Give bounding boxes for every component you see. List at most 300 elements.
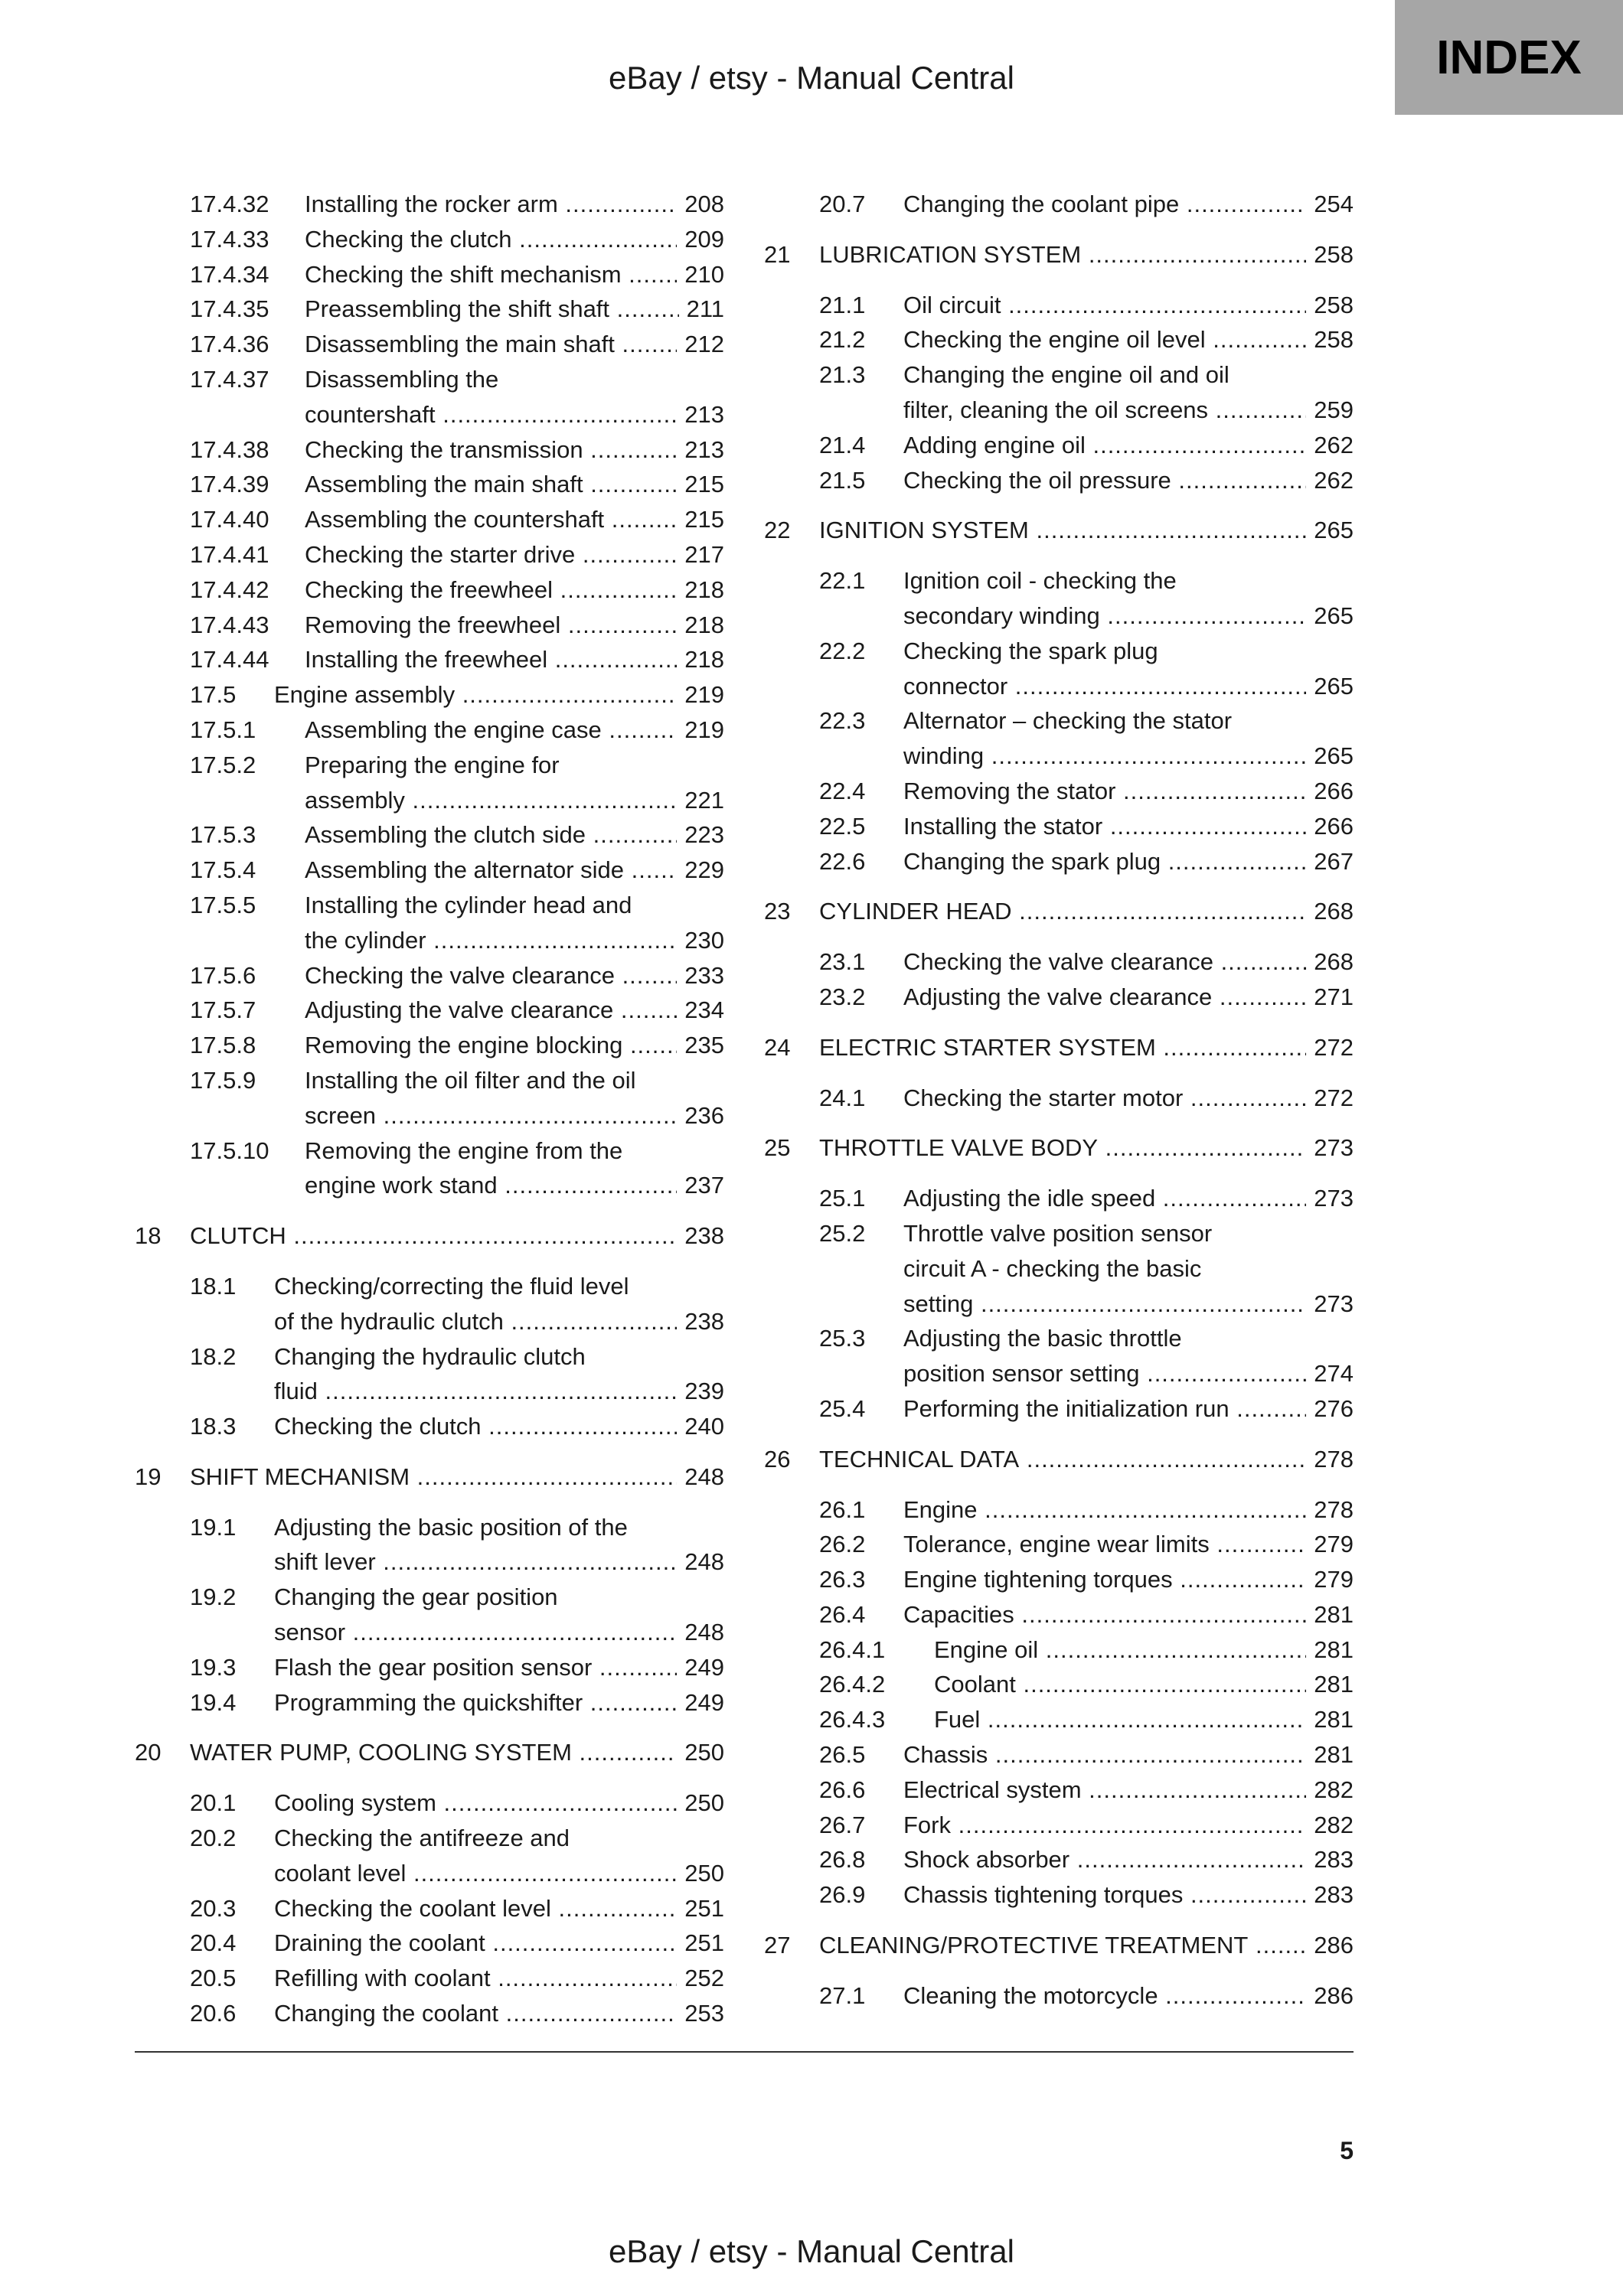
toc-entry[interactable] xyxy=(764,513,1354,548)
toc-entry[interactable] xyxy=(764,1130,1354,1166)
toc-entry-number: 17.4.37 xyxy=(190,365,269,393)
toc-entry-page: 248 xyxy=(684,1548,724,1576)
toc-entry-title: Shock absorber ..... xyxy=(903,1842,1306,1877)
toc-entry-page: 237 xyxy=(684,1172,724,1199)
toc-entry-title: Chassis tightening torques ..... xyxy=(903,1877,1306,1913)
toc-entry-number: 26.4.3 xyxy=(819,1706,886,1733)
toc-entry-title: Tolerance, engine wear limits ..... xyxy=(903,1527,1306,1562)
toc-entry[interactable] xyxy=(764,322,1354,357)
toc-entry[interactable] xyxy=(764,1321,1354,1391)
toc-entry-page: 273 xyxy=(1314,1290,1354,1317)
toc-entry[interactable] xyxy=(135,362,724,432)
toc-entry-number: 26.4 xyxy=(819,1600,866,1628)
toc-entry-number: 24 xyxy=(764,1033,791,1061)
toc-entry[interactable] xyxy=(764,237,1354,272)
toc-entry-number: 25.2 xyxy=(819,1219,866,1247)
toc-entry-page: 219 xyxy=(684,716,724,743)
toc-entry[interactable] xyxy=(135,993,724,1028)
toc-entry-page: 262 xyxy=(1314,466,1354,494)
toc-entry-title: Installing the stator ..... xyxy=(903,809,1306,844)
toc-entry-title: Removing the engine blocking ..... xyxy=(305,1028,677,1063)
toc-entry-number: 26.5 xyxy=(819,1741,866,1769)
toc-entry-page: 268 xyxy=(1314,898,1354,925)
toc-entry-title: Changing the coolant pipe ..... xyxy=(903,187,1306,222)
toc-entry-page: 251 xyxy=(684,1894,724,1922)
toc-entry-number: 26.7 xyxy=(819,1811,866,1838)
toc-entry-page: 281 xyxy=(1314,1741,1354,1769)
toc-entry[interactable] xyxy=(135,1459,724,1495)
toc-entry-page: 281 xyxy=(1314,1706,1354,1733)
toc-entry-title: Cooling system ..... xyxy=(274,1786,677,1821)
toc-entry[interactable] xyxy=(764,944,1354,980)
toc-entry-number: 21.3 xyxy=(819,361,866,389)
toc-entry-number: 17.5.3 xyxy=(190,821,256,849)
toc-entry-title: CLUTCH ..... xyxy=(190,1218,677,1254)
toc-entry[interactable] xyxy=(764,1737,1354,1773)
toc-entry-number: 21.5 xyxy=(819,466,866,494)
toc-entry-number: 18.3 xyxy=(190,1413,237,1440)
toc-entry[interactable] xyxy=(135,1926,724,1961)
toc-entry-title: Assembling the alternator side ..... xyxy=(305,853,677,888)
toc-entry-title: the cylinder ..... xyxy=(305,923,677,958)
toc-entry-title: Changing the coolant ..... xyxy=(274,1996,677,2031)
page-number: 5 xyxy=(1340,2137,1354,2164)
toc-entry[interactable] xyxy=(135,1063,724,1133)
toc-entry-number: 18.2 xyxy=(190,1342,237,1370)
toc-entry[interactable] xyxy=(764,1877,1354,1913)
toc-entry-title: Draining the coolant ..... xyxy=(274,1926,677,1961)
toc-entry[interactable] xyxy=(135,642,724,677)
toc-right-column xyxy=(764,187,1354,2014)
toc-entry-title: IGNITION SYSTEM ..... xyxy=(819,513,1306,548)
toc-entry[interactable] xyxy=(135,1218,724,1254)
toc-entry-title-line: Adjusting the basic position of the xyxy=(274,1513,628,1541)
toc-entry-page: 209 xyxy=(684,225,724,253)
toc-entry-number: 26.9 xyxy=(819,1881,866,1909)
toc-entry-title: Adding engine oil ..... xyxy=(903,428,1306,463)
toc-entry-title-line: Checking the spark plug xyxy=(903,637,1158,664)
toc-entry-number: 17.4.35 xyxy=(190,295,269,323)
toc-entry[interactable] xyxy=(135,853,724,888)
toc-entry[interactable] xyxy=(135,432,724,468)
toc-entry[interactable] xyxy=(764,1030,1354,1065)
toc-entry-number: 22.5 xyxy=(819,812,866,840)
toc-entry-number: 17.5 xyxy=(190,681,237,709)
toc-entry-title-line: circuit A - checking the basic xyxy=(903,1254,1202,1282)
toc-entry-title: Installing the freewheel ..... xyxy=(305,642,677,677)
toc-entry[interactable] xyxy=(135,1650,724,1685)
toc-entry-title-line: Checking/correcting the fluid level xyxy=(274,1272,629,1300)
toc-entry-page: 265 xyxy=(1314,672,1354,700)
toc-entry-title: Changing the spark plug ..... xyxy=(903,844,1306,879)
toc-entry-title: Fork ..... xyxy=(903,1808,1306,1843)
toc-entry-title: Refilling with coolant ..... xyxy=(274,1961,677,1996)
toc-entry-number: 21.2 xyxy=(819,326,866,354)
toc-entry-page: 258 xyxy=(1314,326,1354,354)
toc-entry-title: secondary winding ..... xyxy=(903,598,1306,634)
toc-entry-title: Assembling the engine case ..... xyxy=(305,713,677,748)
toc-entry-title: shift lever ..... xyxy=(274,1544,677,1580)
toc-entry[interactable] xyxy=(135,572,724,608)
toc-entry-title: TECHNICAL DATA ..... xyxy=(819,1442,1306,1477)
toc-entry-number: 25 xyxy=(764,1134,791,1162)
toc-entry-page: 210 xyxy=(684,260,724,288)
toc-entry-page: 250 xyxy=(684,1859,724,1887)
toc-entry-title-line: Disassembling the xyxy=(305,365,499,393)
toc-entry-page: 235 xyxy=(684,1032,724,1059)
toc-entry-title: Removing the stator ..... xyxy=(903,774,1306,809)
toc-entry[interactable] xyxy=(764,703,1354,774)
toc-entry-title: assembly ..... xyxy=(305,783,677,818)
toc-entry-number: 17.4.38 xyxy=(190,435,269,463)
toc-entry[interactable] xyxy=(135,1786,724,1821)
toc-entry-title: SHIFT MECHANISM ..... xyxy=(190,1459,677,1495)
toc-entry-number: 22.6 xyxy=(819,847,866,875)
toc-entry-title: Removing the freewheel ..... xyxy=(305,608,677,643)
toc-entry-title: Adjusting the idle speed ..... xyxy=(903,1181,1306,1216)
toc-entry[interactable] xyxy=(764,187,1354,222)
toc-entry-page: 265 xyxy=(1314,742,1354,770)
toc-entry-page: 211 xyxy=(686,295,724,323)
toc-entry-page: 234 xyxy=(684,996,724,1024)
toc-entry[interactable] xyxy=(135,1028,724,1063)
toc-entry[interactable] xyxy=(135,1891,724,1926)
toc-entry-number: 23.2 xyxy=(819,983,866,1010)
toc-entry[interactable] xyxy=(135,537,724,572)
toc-entry-title: Engine assembly ..... xyxy=(274,677,677,713)
page-header: eBay / etsy - Manual Central xyxy=(609,60,1014,96)
toc-entry-title-line: Alternator – checking the stator xyxy=(903,707,1233,735)
toc-entry-number: 18 xyxy=(135,1222,162,1250)
toc-entry-number: 26 xyxy=(764,1445,791,1473)
toc-entry-page: 251 xyxy=(684,1929,724,1957)
toc-entry-title: Checking the freewheel ..... xyxy=(305,572,677,608)
toc-entry[interactable] xyxy=(764,288,1354,323)
toc-entry[interactable] xyxy=(764,1562,1354,1597)
toc-entry-page: 233 xyxy=(684,961,724,989)
toc-entry[interactable] xyxy=(764,1632,1354,1668)
toc-entry[interactable] xyxy=(135,1685,724,1720)
toc-entry-page: 272 xyxy=(1314,1033,1354,1061)
toc-entry[interactable] xyxy=(764,1597,1354,1632)
toc-entry-title: Chassis ..... xyxy=(903,1737,1306,1773)
toc-entry-number: 26.4.2 xyxy=(819,1671,886,1698)
toc-entry-number: 26.4.1 xyxy=(819,1636,886,1663)
toc-entry-number: 25.1 xyxy=(819,1185,866,1212)
toc-entry[interactable] xyxy=(764,809,1354,844)
toc-entry-number: 17.5.9 xyxy=(190,1066,256,1094)
toc-entry-page: 208 xyxy=(684,191,724,217)
toc-entry-page: 215 xyxy=(684,471,724,498)
toc-entry-page: 249 xyxy=(684,1688,724,1716)
toc-entry-title-line: Removing the engine from the xyxy=(305,1137,623,1164)
toc-entry-title: engine work stand ..... xyxy=(305,1168,677,1203)
toc-entry-title: coolant level ..... xyxy=(274,1856,677,1891)
toc-entry[interactable] xyxy=(135,1510,724,1580)
toc-entry[interactable] xyxy=(135,713,724,748)
toc-entry[interactable] xyxy=(764,634,1354,704)
toc-entry[interactable] xyxy=(764,1492,1354,1528)
toc-entry-title: THROTTLE VALVE BODY ..... xyxy=(819,1130,1306,1166)
toc-entry-title-line: Ignition coil - checking the xyxy=(903,567,1177,595)
toc-entry[interactable] xyxy=(135,1961,724,1996)
toc-entry[interactable] xyxy=(135,187,724,222)
toc-entry-page: 258 xyxy=(1314,240,1354,268)
toc-entry-page: 219 xyxy=(684,681,724,709)
toc-entry-page: 252 xyxy=(684,1965,724,1992)
toc-entry-page: 265 xyxy=(1314,517,1354,544)
toc-entry-number: 21.4 xyxy=(819,431,866,458)
toc-entry-number: 17.4.40 xyxy=(190,506,269,533)
toc-entry-page: 218 xyxy=(684,611,724,638)
toc-entry-page: 217 xyxy=(684,540,724,568)
toc-entry-number: 22 xyxy=(764,517,791,544)
toc-entry[interactable] xyxy=(764,563,1354,634)
toc-entry-number: 26.2 xyxy=(819,1531,866,1558)
toc-entry[interactable] xyxy=(135,502,724,537)
toc-entry-title: Checking the starter drive ..... xyxy=(305,537,677,572)
toc-entry[interactable] xyxy=(764,357,1354,428)
toc-entry-number: 25.4 xyxy=(819,1394,866,1422)
toc-entry-number: 21 xyxy=(764,240,791,268)
toc-entry[interactable] xyxy=(764,1808,1354,1843)
toc-entry-page: 283 xyxy=(1314,1846,1354,1874)
toc-entry-title: Flash the gear position sensor ..... xyxy=(274,1650,677,1685)
toc-entry-title: Capacities ..... xyxy=(903,1597,1306,1632)
toc-entry-number: 20.1 xyxy=(190,1789,237,1817)
toc-entry-title: Assembling the countershaft ..... xyxy=(305,502,677,537)
toc-entry[interactable] xyxy=(135,958,724,993)
toc-entry-title: CYLINDER HEAD ..... xyxy=(819,894,1306,929)
toc-entry[interactable] xyxy=(764,1928,1354,1963)
toc-entry-page: 271 xyxy=(1314,983,1354,1010)
toc-entry-page: 250 xyxy=(684,1789,724,1817)
toc-entry-page: 230 xyxy=(684,926,724,954)
toc-entry-page: 268 xyxy=(1314,948,1354,976)
toc-entry-number: 20 xyxy=(135,1739,162,1766)
toc-entry-number: 26.6 xyxy=(819,1776,866,1803)
toc-entry-page: 254 xyxy=(1314,191,1354,217)
toc-entry[interactable] xyxy=(135,292,724,327)
toc-entry[interactable] xyxy=(135,327,724,362)
toc-entry-page: 281 xyxy=(1314,1671,1354,1698)
toc-entry-page: 218 xyxy=(684,576,724,603)
toc-entry-number: 19 xyxy=(135,1463,162,1490)
toc-entry-title: countershaft ..... xyxy=(305,397,677,432)
toc-entry-page: 213 xyxy=(684,435,724,463)
toc-entry[interactable] xyxy=(764,1773,1354,1808)
toc-entry[interactable] xyxy=(135,608,724,643)
toc-entry-page: 238 xyxy=(684,1307,724,1335)
toc-entry-number: 17.5.10 xyxy=(190,1137,269,1164)
toc-entry-page: 213 xyxy=(684,400,724,428)
toc-entry-page: 262 xyxy=(1314,431,1354,458)
toc-entry-number: 24.1 xyxy=(819,1084,866,1111)
toc-entry-title: Checking the valve clearance ..... xyxy=(305,958,677,993)
toc-entry-number: 22.2 xyxy=(819,637,866,664)
toc-entry-number: 17.4.44 xyxy=(190,646,269,673)
toc-entry-number: 20.7 xyxy=(819,191,866,217)
toc-entry-title: Performing the initialization run ..... xyxy=(903,1391,1306,1427)
toc-entry-title-line: Throttle valve position sensor xyxy=(903,1219,1213,1247)
footer-divider xyxy=(135,2051,1354,2053)
toc-entry-page: 265 xyxy=(1314,602,1354,629)
toc-entry-page: 272 xyxy=(1314,1084,1354,1111)
toc-entry-page: 229 xyxy=(684,856,724,884)
toc-entry[interactable] xyxy=(135,1821,724,1891)
toc-entry-title: Installing the rocker arm ..... xyxy=(305,187,677,222)
toc-entry[interactable] xyxy=(135,888,724,958)
toc-entry-number: 23 xyxy=(764,898,791,925)
toc-entry[interactable] xyxy=(764,1391,1354,1427)
index-tab[interactable]: INDEX xyxy=(1395,0,1623,115)
toc-entry[interactable] xyxy=(764,1667,1354,1702)
toc-entry[interactable] xyxy=(135,1269,724,1339)
toc-entry-number: 20.4 xyxy=(190,1929,237,1957)
toc-entry[interactable] xyxy=(764,1181,1354,1216)
toc-entry-title-line: Adjusting the basic throttle xyxy=(903,1325,1182,1352)
toc-entry-title: sensor ..... xyxy=(274,1615,677,1650)
toc-entry-number: 18.1 xyxy=(190,1272,237,1300)
toc-entry-number: 20.5 xyxy=(190,1965,237,1992)
toc-entry-number: 21.1 xyxy=(819,291,866,318)
toc-entry-page: 248 xyxy=(684,1619,724,1646)
toc-entry[interactable] xyxy=(135,817,724,853)
toc-entry-page: 240 xyxy=(684,1413,724,1440)
toc-entry-title: Disassembling the main shaft ..... xyxy=(305,327,677,362)
toc-entry-page: 273 xyxy=(1314,1185,1354,1212)
toc-entry-title: Engine ..... xyxy=(903,1492,1306,1528)
toc-entry-number: 22.1 xyxy=(819,567,866,595)
toc-entry-page: 282 xyxy=(1314,1811,1354,1838)
toc-entry-title: Oil circuit ..... xyxy=(903,288,1306,323)
toc-entry-page: 248 xyxy=(684,1463,724,1490)
toc-entry[interactable] xyxy=(135,467,724,502)
toc-entry-number: 20.3 xyxy=(190,1894,237,1922)
toc-entry-page: 274 xyxy=(1314,1360,1354,1388)
toc-entry-title: LUBRICATION SYSTEM ..... xyxy=(819,237,1306,272)
toc-entry-number: 17.4.39 xyxy=(190,471,269,498)
toc-entry-title: ELECTRIC STARTER SYSTEM ..... xyxy=(819,1030,1306,1065)
toc-entry-title: Checking the coolant level ..... xyxy=(274,1891,677,1926)
toc-entry-number: 17.5.5 xyxy=(190,891,256,918)
toc-entry-title: connector ..... xyxy=(903,669,1306,704)
toc-entry-number: 22.3 xyxy=(819,707,866,735)
toc-entry-title-line: Installing the oil filter and the oil xyxy=(305,1066,636,1094)
toc-entry[interactable] xyxy=(764,894,1354,929)
toc-entry-title: of the hydraulic clutch ..... xyxy=(274,1304,677,1339)
toc-entry[interactable] xyxy=(764,774,1354,809)
toc-entry-page: 223 xyxy=(684,821,724,849)
toc-entry-title: Engine tightening torques ..... xyxy=(903,1562,1306,1597)
toc-entry-number: 17.5.7 xyxy=(190,996,256,1024)
toc-entry[interactable] xyxy=(135,257,724,292)
toc-entry-title: Checking the valve clearance ..... xyxy=(903,944,1306,980)
toc-entry[interactable] xyxy=(135,1735,724,1770)
toc-entry[interactable] xyxy=(764,1216,1354,1321)
toc-entry[interactable] xyxy=(135,1409,724,1444)
toc-entry-title: Programming the quickshifter ..... xyxy=(274,1685,677,1720)
toc-entry-page: 238 xyxy=(684,1222,724,1250)
toc-entry-title: Coolant ..... xyxy=(934,1667,1306,1702)
toc-entry-number: 27.1 xyxy=(819,1981,866,2009)
toc-entry[interactable] xyxy=(764,980,1354,1015)
toc-entry[interactable] xyxy=(135,1996,724,2031)
toc-entry[interactable] xyxy=(764,1702,1354,1737)
toc-entry[interactable] xyxy=(764,1978,1354,2014)
toc-entry-title: Checking the shift mechanism ..... xyxy=(305,257,677,292)
toc-entry-title: fluid ..... xyxy=(274,1374,677,1409)
toc-entry-title: Preassembling the shift shaft ..... xyxy=(305,292,679,327)
toc-entry[interactable] xyxy=(135,677,724,713)
toc-entry-title: Checking the transmission ..... xyxy=(305,432,677,468)
toc-entry-title-line: Changing the gear position xyxy=(274,1583,558,1611)
toc-entry-title: Assembling the main shaft ..... xyxy=(305,467,677,502)
toc-entry-title: setting ..... xyxy=(903,1287,1306,1322)
toc-entry-title-line: Changing the engine oil and oil xyxy=(903,361,1229,389)
toc-entry-title: Electrical system ..... xyxy=(903,1773,1306,1808)
toc-entry-number: 19.3 xyxy=(190,1653,237,1681)
toc-entry-number: 23.1 xyxy=(819,948,866,976)
toc-entry[interactable] xyxy=(135,1580,724,1650)
toc-entry[interactable] xyxy=(764,463,1354,498)
toc-entry[interactable] xyxy=(764,1842,1354,1877)
toc-entry-page: 279 xyxy=(1314,1566,1354,1593)
toc-entry-title: Checking the engine oil level ..... xyxy=(903,322,1306,357)
toc-entry-title: winding ..... xyxy=(903,739,1306,774)
toc-entry-number: 25.3 xyxy=(819,1325,866,1352)
toc-entry[interactable] xyxy=(764,1081,1354,1116)
toc-entry-number: 27 xyxy=(764,1932,791,1959)
toc-entry-number: 17.4.41 xyxy=(190,540,269,568)
toc-entry-title: Checking the clutch ..... xyxy=(274,1409,677,1444)
toc-entry-number: 20.2 xyxy=(190,1825,237,1852)
toc-entry-title-line: Installing the cylinder head and xyxy=(305,891,632,918)
toc-entry-number: 26.8 xyxy=(819,1846,866,1874)
toc-entry-number: 17.5.6 xyxy=(190,961,256,989)
toc-entry[interactable] xyxy=(135,1133,724,1204)
toc-entry-page: 267 xyxy=(1314,847,1354,875)
toc-entry-number: 26.1 xyxy=(819,1495,866,1523)
toc-entry[interactable] xyxy=(135,1339,724,1410)
toc-entry-number: 22.4 xyxy=(819,777,866,804)
toc-entry-page: 286 xyxy=(1314,1932,1354,1959)
toc-entry[interactable] xyxy=(135,748,724,818)
toc-entry-page: 282 xyxy=(1314,1776,1354,1803)
toc-entry-title: Fuel ..... xyxy=(934,1702,1306,1737)
toc-entry-title: Checking the oil pressure ..... xyxy=(903,463,1306,498)
toc-entry[interactable] xyxy=(764,844,1354,879)
toc-entry[interactable] xyxy=(764,1527,1354,1562)
toc-entry[interactable] xyxy=(764,428,1354,463)
toc-entry-page: 286 xyxy=(1314,1981,1354,2009)
toc-entry-page: 283 xyxy=(1314,1881,1354,1909)
toc-entry-number: 19.4 xyxy=(190,1688,237,1716)
toc-entry-number: 17.5.1 xyxy=(190,716,256,743)
toc-entry-page: 281 xyxy=(1314,1600,1354,1628)
toc-entry-page: 258 xyxy=(1314,291,1354,318)
toc-entry-number: 17.5.8 xyxy=(190,1032,256,1059)
toc-entry-page: 250 xyxy=(684,1739,724,1766)
toc-entry-title: screen ..... xyxy=(305,1098,677,1133)
toc-entry[interactable] xyxy=(135,222,724,257)
toc-entry-page: 273 xyxy=(1314,1134,1354,1162)
toc-entry-title-line: Checking the antifreeze and xyxy=(274,1825,570,1852)
toc-entry-number: 19.1 xyxy=(190,1513,237,1541)
toc-entry[interactable] xyxy=(764,1442,1354,1477)
toc-entry-page: 276 xyxy=(1314,1394,1354,1422)
toc-entry-page: 278 xyxy=(1314,1445,1354,1473)
